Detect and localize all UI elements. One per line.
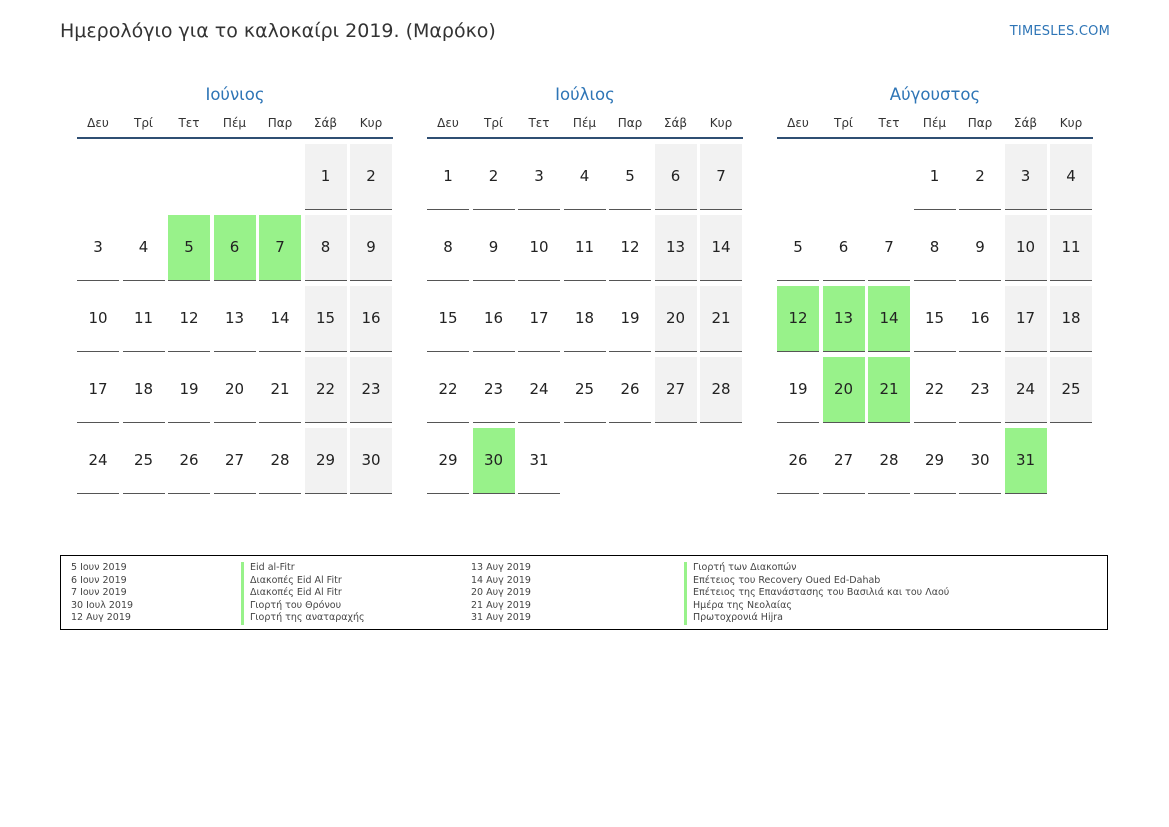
month-name: Ιούνιος [205,85,265,104]
day-cell: 17 [1005,286,1047,352]
day-cell: 22 [914,357,956,423]
empty-cell [77,144,119,210]
weekday-label: Δευ [437,116,459,130]
day-cell: 16 [350,286,392,352]
empty-cell [868,144,910,210]
day-cell: 22 [305,357,347,423]
day-cell: 13 [214,286,256,352]
empty-cell [259,144,301,210]
day-cell: 15 [914,286,956,352]
weekday-label: Τετ [178,116,200,130]
day-cell: 11 [564,215,606,281]
day-cell: 25 [564,357,606,423]
day-cell: 28 [700,357,742,423]
day-grid [427,144,743,494]
holiday-day-cell: 7 [259,215,301,281]
weekday-label: Παρ [967,116,993,130]
day-cell: 13 [655,215,697,281]
day-cell: 12 [168,286,210,352]
day-cell: 6 [655,144,697,210]
legend-date: 21 Αυγ 2019 [471,599,531,611]
legend-holiday-name: Επέτειος του Recovery Oued Ed-Dahab [684,575,949,588]
legend-date: 20 Αυγ 2019 [471,587,531,598]
day-cell: 9 [350,215,392,281]
weekday-label: Τρί [483,116,503,130]
day-cell: 4 [564,144,606,210]
day-cell: 23 [959,357,1001,423]
day-cell: 29 [914,428,956,494]
day-cell: 27 [823,428,865,494]
holiday-day-cell: 31 [1005,428,1047,494]
day-cell: 2 [959,144,1001,210]
weekday-header [427,115,743,139]
day-cell: 14 [259,286,301,352]
holiday-day-cell: 21 [868,357,910,423]
legend-holiday-name: Πρωτοχρονιά Hijra [684,612,949,625]
day-cell: 10 [518,215,560,281]
empty-cell [168,144,210,210]
day-cell: 4 [123,215,165,281]
day-cell: 3 [77,215,119,281]
day-cell: 21 [700,286,742,352]
day-cell: 8 [305,215,347,281]
day-cell: 29 [305,428,347,494]
day-cell: 19 [168,357,210,423]
month-calendar [777,84,1093,494]
month-calendar [427,84,743,494]
holiday-day-cell: 13 [823,286,865,352]
site-link[interactable]: TIMESLES.COM [1009,24,1110,39]
holiday-day-cell: 14 [868,286,910,352]
day-cell: 27 [655,357,697,423]
legend-left-dates [71,562,133,625]
day-cell: 30 [959,428,1001,494]
legend-date: 31 Αυγ 2019 [471,612,531,623]
legend-holiday-name: Γιορτή της αναταραχής [241,612,365,625]
holiday-legend [60,555,1108,630]
weekday-label: Σάβ [313,116,338,130]
day-cell: 5 [777,215,819,281]
day-cell: 21 [259,357,301,423]
legend-date: 12 Αυγ 2019 [71,612,131,623]
weekday-label: Τετ [528,116,550,130]
day-cell: 3 [1005,144,1047,210]
weekday-label: Κυρ [359,116,383,130]
day-cell: 18 [1050,286,1092,352]
holiday-day-cell: 20 [823,357,865,423]
day-cell: 18 [564,286,606,352]
day-cell: 10 [1005,215,1047,281]
day-cell: 24 [77,428,119,494]
legend-date: 13 Αυγ 2019 [471,562,531,573]
day-cell: 30 [350,428,392,494]
page-title: Ημερολόγιο για το καλοκαίρι 2019. (Μαρόκο) [60,20,496,42]
legend-holiday-name: Γιορτή του Θρόνου [241,600,365,613]
month-calendar [77,84,393,494]
weekday-label: Πέμ [572,116,597,130]
weekday-label: Κυρ [709,116,733,130]
legend-holiday-name: Διακοπές Eid Al Fitr [241,575,365,588]
day-cell: 24 [1005,357,1047,423]
day-cell: 23 [473,357,515,423]
month-name: Ιούλιος [555,85,615,104]
day-cell: 18 [123,357,165,423]
day-cell: 26 [609,357,651,423]
day-cell: 12 [609,215,651,281]
weekday-label: Πέμ [922,116,947,130]
legend-date: 14 Αυγ 2019 [471,574,531,586]
day-cell: 8 [427,215,469,281]
legend-date: 6 Ιουν 2019 [71,574,127,586]
holiday-day-cell: 30 [473,428,515,494]
day-cell: 8 [914,215,956,281]
day-cell: 16 [473,286,515,352]
legend-holiday-name: Eid al-Fitr [241,562,365,575]
day-cell: 16 [959,286,1001,352]
day-cell: 20 [655,286,697,352]
weekday-label: Παρ [617,116,643,130]
legend-right-names [684,562,949,625]
day-cell: 9 [473,215,515,281]
day-cell: 20 [214,357,256,423]
holiday-day-cell: 6 [214,215,256,281]
day-cell: 2 [473,144,515,210]
day-cell: 9 [959,215,1001,281]
weekday-label: Τρί [133,116,153,130]
day-cell: 29 [427,428,469,494]
weekday-label: Τετ [878,116,900,130]
day-cell: 3 [518,144,560,210]
empty-cell [823,144,865,210]
day-cell: 28 [868,428,910,494]
day-cell: 1 [427,144,469,210]
legend-left-names [241,562,365,625]
weekday-label: Παρ [267,116,293,130]
day-grid [777,144,1093,494]
day-cell: 31 [518,428,560,494]
day-cell: 27 [214,428,256,494]
weekday-label: Σάβ [1013,116,1038,130]
legend-right-dates [471,562,531,625]
weekday-header [777,115,1093,139]
legend-holiday-name: Διακοπές Eid Al Fitr [241,587,365,600]
weekday-label: Δευ [787,116,809,130]
day-cell: 1 [305,144,347,210]
legend-holiday-name: Γιορτή των Διακοπών [684,562,949,575]
day-cell: 1 [914,144,956,210]
empty-cell [123,144,165,210]
day-cell: 22 [427,357,469,423]
day-cell: 26 [168,428,210,494]
day-cell: 19 [777,357,819,423]
day-cell: 24 [518,357,560,423]
day-cell: 17 [518,286,560,352]
day-cell: 6 [823,215,865,281]
month-name: Αύγουστος [889,85,981,104]
holiday-day-cell: 5 [168,215,210,281]
day-cell: 25 [1050,357,1092,423]
day-cell: 26 [777,428,819,494]
weekday-label: Πέμ [222,116,247,130]
empty-cell [214,144,256,210]
day-cell: 7 [868,215,910,281]
legend-holiday-name: Ημέρα της Νεολαίας [684,600,949,613]
day-cell: 4 [1050,144,1092,210]
weekday-header [77,115,393,139]
day-grid [77,144,393,494]
day-cell: 5 [609,144,651,210]
day-cell: 15 [305,286,347,352]
legend-holiday-name: Επέτειος της Επανάστασης του Βασιλιά και του Λαού [684,587,949,600]
day-cell: 23 [350,357,392,423]
holiday-day-cell: 12 [777,286,819,352]
day-cell: 2 [350,144,392,210]
empty-cell [777,144,819,210]
day-cell: 11 [123,286,165,352]
day-cell: 19 [609,286,651,352]
weekday-label: Τρί [833,116,853,130]
day-cell: 28 [259,428,301,494]
weekday-label: Σάβ [663,116,688,130]
day-cell: 15 [427,286,469,352]
day-cell: 10 [77,286,119,352]
day-cell: 11 [1050,215,1092,281]
day-cell: 7 [700,144,742,210]
day-cell: 17 [77,357,119,423]
legend-date: 30 Ιουλ 2019 [71,599,134,611]
legend-date: 7 Ιουν 2019 [71,587,127,598]
legend-date: 5 Ιουν 2019 [71,562,127,573]
weekday-label: Κυρ [1059,116,1083,130]
day-cell: 14 [700,215,742,281]
weekday-label: Δευ [87,116,109,130]
day-cell: 25 [123,428,165,494]
